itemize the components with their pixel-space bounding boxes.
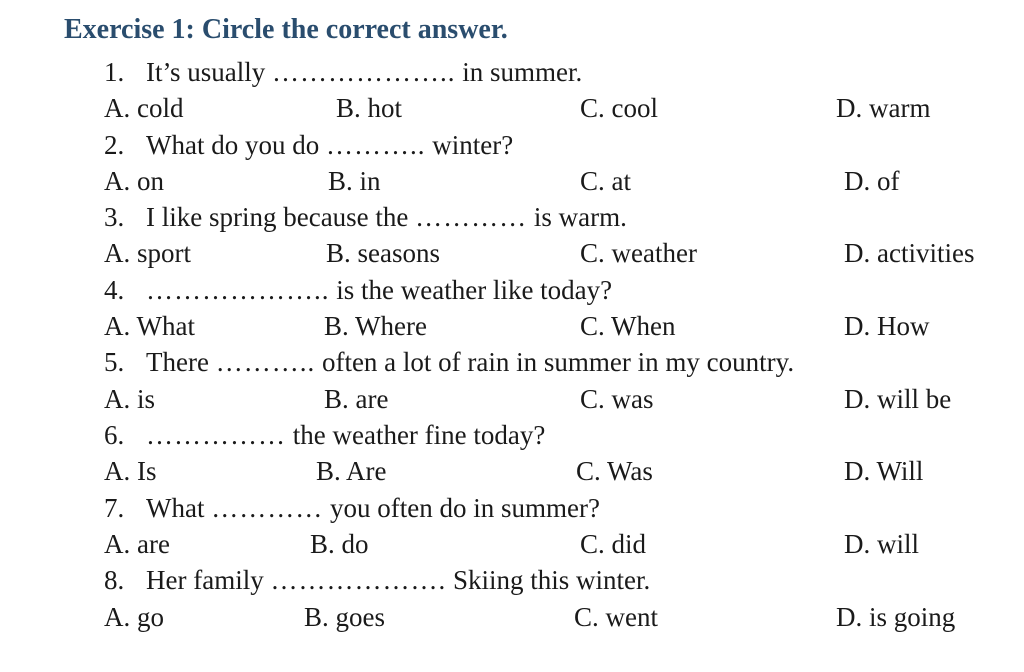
answer-blank: ………………. — [270, 565, 447, 595]
question-text-after: Skiing this winter. — [452, 565, 651, 595]
option-5a[interactable]: A. is — [104, 384, 156, 414]
option-5c[interactable]: C. was — [580, 384, 654, 414]
answer-blank: ……………….. — [272, 57, 456, 87]
option-6d[interactable]: D. Will — [844, 456, 924, 486]
answer-blank: ………… — [211, 493, 324, 523]
question-number: 1. — [104, 57, 125, 87]
option-8a[interactable]: A. go — [104, 602, 164, 632]
question-4 — [104, 274, 612, 306]
option-6a[interactable]: A. Is — [104, 456, 157, 486]
option-7b[interactable]: B. do — [310, 529, 369, 559]
question-text-before: I like spring because the — [146, 202, 409, 232]
question-text-after: is the weather like today? — [336, 275, 613, 305]
question-2 — [104, 129, 513, 161]
question-number: 8. — [104, 565, 125, 595]
question-7 — [104, 492, 600, 524]
question-3 — [104, 201, 627, 233]
question-text-before: It’s usually — [146, 57, 266, 87]
question-number: 5. — [104, 347, 125, 377]
question-8 — [104, 564, 650, 596]
question-6 — [104, 419, 545, 451]
option-1b[interactable]: B. hot — [336, 93, 403, 123]
question-number: 3. — [104, 202, 125, 232]
question-text-after: often a lot of rain in summer in my country. — [321, 347, 795, 377]
question-text-before: Her family — [146, 565, 264, 595]
option-8d[interactable]: D. is going — [836, 602, 956, 632]
option-4d[interactable]: D. How — [844, 311, 930, 341]
option-5b[interactable]: B. are — [324, 384, 389, 414]
question-number: 4. — [104, 275, 125, 305]
exercise-title: Exercise 1: Circle the correct answer. — [64, 14, 508, 45]
question-number: 7. — [104, 493, 125, 523]
question-5 — [104, 346, 794, 378]
question-text-after: in summer. — [462, 57, 583, 87]
option-2b[interactable]: B. in — [328, 166, 381, 196]
question-number: 2. — [104, 130, 125, 160]
option-3a[interactable]: A. sport — [104, 238, 191, 268]
option-4a[interactable]: A. What — [104, 311, 195, 341]
option-1a[interactable]: A. cold — [104, 93, 184, 123]
question-text-after: you often do in summer? — [329, 493, 600, 523]
question-text-after: winter? — [432, 130, 514, 160]
question-number: 6. — [104, 420, 125, 450]
option-1c[interactable]: C. cool — [580, 93, 658, 123]
question-text-before: What do you do — [146, 130, 320, 160]
option-5d[interactable]: D. will be — [844, 384, 952, 414]
answer-blank: ……………….. — [146, 275, 330, 305]
option-7d[interactable]: D. will — [844, 529, 920, 559]
option-4b[interactable]: B. Where — [324, 311, 427, 341]
option-6c[interactable]: C. Was — [576, 456, 653, 486]
question-text-after: is warm. — [533, 202, 627, 232]
answer-blank: …………… — [146, 420, 286, 450]
option-8c[interactable]: C. went — [574, 602, 658, 632]
option-2a[interactable]: A. on — [104, 166, 164, 196]
option-1d[interactable]: D. warm — [836, 93, 931, 123]
question-text-after: the weather fine today? — [292, 420, 546, 450]
option-3c[interactable]: C. weather — [580, 238, 697, 268]
option-7a[interactable]: A. are — [104, 529, 170, 559]
answer-blank: ……….. — [215, 347, 316, 377]
option-7c[interactable]: C. did — [580, 529, 647, 559]
option-2c[interactable]: C. at — [580, 166, 631, 196]
answer-blank: ………… — [415, 202, 528, 232]
option-2d[interactable]: D. of — [844, 166, 900, 196]
question-text-before: What — [146, 493, 205, 523]
option-4c[interactable]: C. When — [580, 311, 676, 341]
option-3d[interactable]: D. activities — [844, 238, 975, 268]
question-1 — [104, 56, 582, 88]
answer-blank: ……….. — [325, 130, 426, 160]
option-6b[interactable]: B. Are — [316, 456, 387, 486]
question-text-before: There — [146, 347, 209, 377]
option-8b[interactable]: B. goes — [304, 602, 385, 632]
option-3b[interactable]: B. seasons — [326, 238, 440, 268]
